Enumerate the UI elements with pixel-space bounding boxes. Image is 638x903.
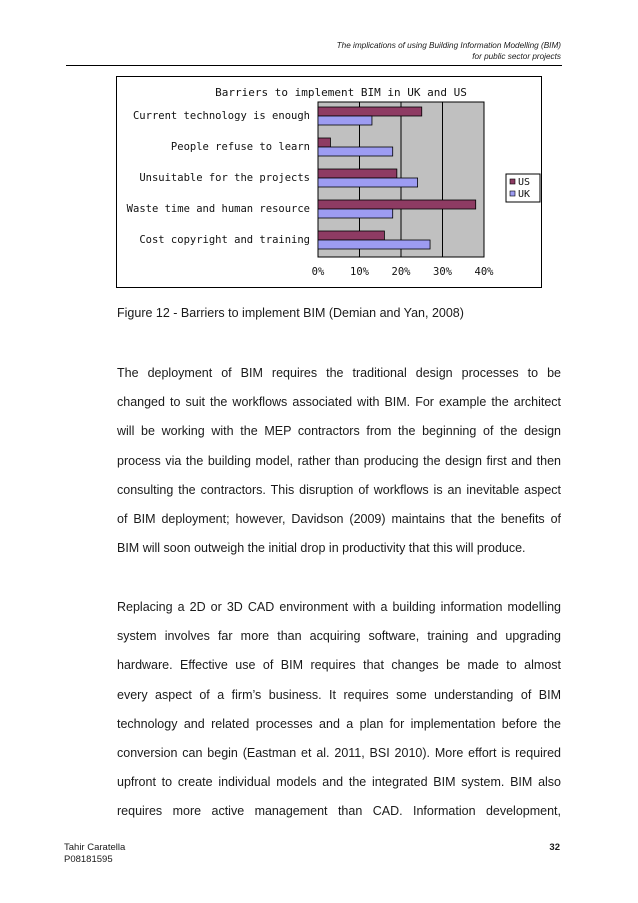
paragraph-line: system involves far more than acquiring software, training and upgrading — [117, 629, 561, 644]
legend-label-us: US — [518, 177, 531, 188]
paragraph-line: requires more active management than CAD. Information development, — [117, 804, 561, 819]
paragraph-line: of BIM deployment; however, Davidson (2009) maintains that the benefits of — [117, 511, 561, 526]
barriers-chart — [116, 76, 542, 288]
paragraph-line: BIM will soon outweigh the initial drop in productivity that this will produce. — [117, 541, 526, 556]
x-tick-label: 10% — [350, 266, 369, 278]
bar-us — [318, 107, 422, 116]
paragraph-2 — [117, 600, 561, 834]
legend-label-uk: UK — [518, 189, 531, 200]
footer-author: Tahir Caratella — [64, 842, 126, 853]
bar-us — [318, 138, 330, 147]
paragraph-line: conversion can begin (Eastman et al. 2011, BSI 2010). More effort is required — [117, 745, 561, 760]
bar-uk — [318, 240, 430, 249]
bar-us — [318, 169, 397, 178]
footer-student-id: P08181595 — [64, 854, 113, 865]
legend-swatch-us — [510, 179, 515, 184]
chart-canvas — [117, 77, 543, 289]
chart-title: Barriers to implement BIM in UK and US — [215, 86, 467, 99]
bar-us — [318, 231, 384, 240]
legend-swatch-uk — [510, 191, 515, 196]
header-rule — [66, 65, 562, 66]
bar-uk — [318, 116, 372, 125]
paragraph-line: will be working with the MEP contractors from the beginning of the design — [117, 424, 561, 439]
bar-uk — [318, 178, 418, 187]
running-header — [231, 40, 561, 62]
category-label: Current technology is enough — [132, 110, 310, 122]
category-label: Waste time and human resource — [126, 203, 310, 215]
x-tick-label: 0% — [311, 266, 325, 278]
paragraph-line: technology and related processes and a plan for implementation before the — [117, 716, 561, 731]
paragraph-line: process via the building model, rather than producing the design first and then — [117, 453, 561, 468]
figure-caption: Figure 12 - Barriers to implement BIM (Demian and Yan, 2008) — [117, 306, 464, 320]
paragraph-line: The deployment of BIM requires the traditional design processes to be — [117, 366, 561, 380]
category-label: Cost copyright and training — [139, 234, 310, 246]
paragraph-1 — [117, 366, 561, 570]
x-tick-label: 20% — [391, 266, 411, 278]
bar-uk — [318, 147, 393, 156]
paragraph-line: consulting the contractors. This disruption of workflows is an inevitable aspect — [117, 482, 561, 497]
running-header-line-2: for public sector projects — [472, 52, 561, 61]
x-tick-label: 40% — [474, 266, 494, 278]
x-tick-label: 30% — [433, 266, 452, 278]
bar-us — [318, 200, 476, 209]
paragraph-line: hardware. Effective use of BIM requires that changes be made to almost — [117, 658, 561, 673]
paragraph-line: Replacing a 2D or 3D CAD environment with a building information modelling — [117, 600, 561, 614]
paragraph-line: changed to suit the workflows associated with BIM. For example the architect — [117, 395, 561, 410]
category-label: People refuse to learn — [170, 141, 310, 153]
footer-author-block — [64, 842, 125, 866]
bar-uk — [318, 209, 393, 218]
category-label: Unsuitable for the projects — [139, 172, 310, 184]
paragraph-line: every aspect of a firm’s business. It requires some understanding of BIM — [117, 687, 561, 702]
page-number: 32 — [549, 842, 560, 853]
running-header-line-1: The implications of using Building Information Modelling (BIM) — [336, 41, 561, 50]
paragraph-line: upfront to create individual models and the integrated BIM system. BIM also — [117, 775, 561, 790]
